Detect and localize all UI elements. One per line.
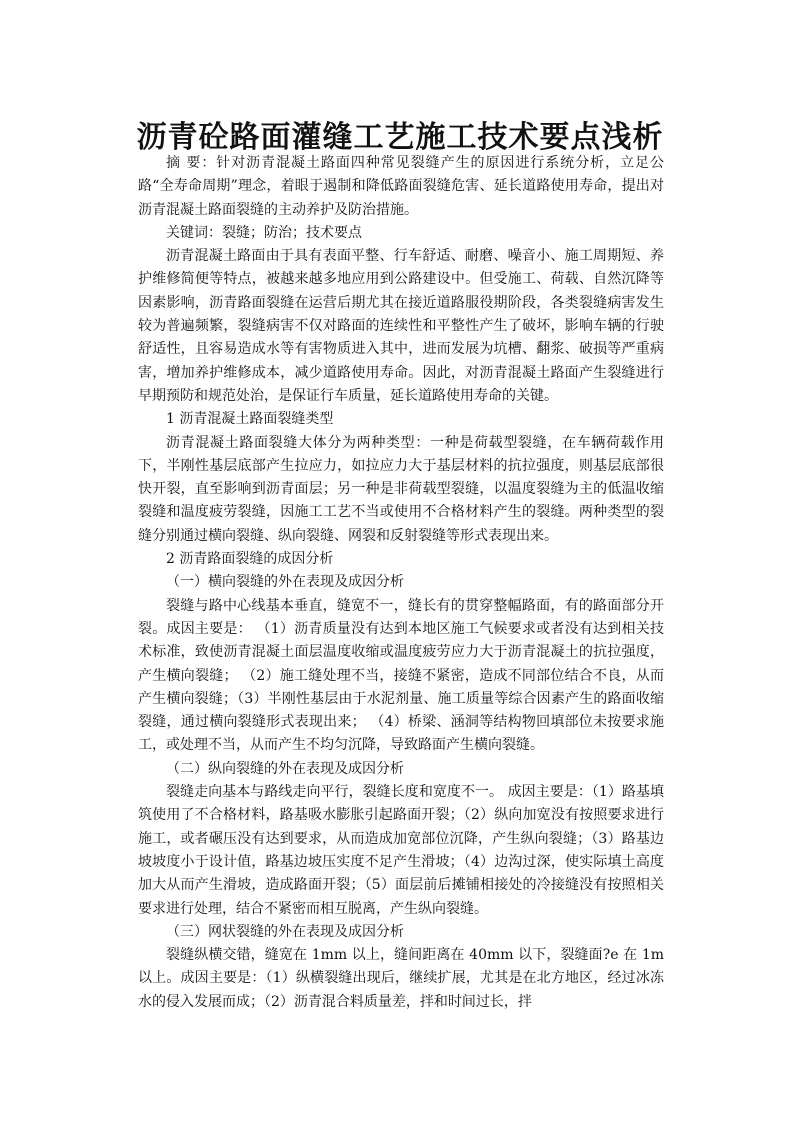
keywords-paragraph: 关键词：裂缝；防治；技术要点	[166, 224, 362, 241]
abstract-paragraph: 摘 要：针对沥青混凝土路面四种常见裂缝产生的原因进行系统分析，立足公路“全寿命周期”理念，着眼于遏制和降低路面裂缝危害、延长道路使用寿命，提出对沥青混凝土路面裂缝的主动养护及防治措施。	[138, 155, 664, 218]
subsection-heading-network: （三）网状裂缝的外在表现及成因分析	[166, 923, 404, 940]
section-1-paragraph: 沥青混凝土路面裂缝大体分为两种类型：一种是荷载型裂缝，在车辆荷载作用下，半刚性基层底部产生拉应力，如拉应力大于基层材料的抗拉强度，则基层底部很快开裂，直至影响到沥青面层；另一种是非荷载型裂缝，以温度裂缝为主的低温收缩裂缝和温度疲劳裂缝，因施工工艺不当或使用不合格材料产生的裂缝。两种类型的裂缝分别通过横向裂缝、纵向裂缝、网裂和反射裂缝等形式表现出来。	[138, 434, 664, 544]
document-body	[138, 152, 664, 1014]
longitudinal-crack-paragraph: 裂缝走向基本与路线走向平行，裂缝长度和宽度不一。 成因主要是：（1）路基填筑使用了不合格材料，路基吸水膨胀引起路面开裂；（2）纵向加宽没有按照要求进行施工，或者碾压没有达到要求，从而造成加宽部位沉降，产生纵向裂缝；（3）路基边坡坡度小于设计值，路基边坡压实度不足产生滑坡；（4）边沟过深，使实际填土高度加大从而产生滑坡，造成路面开裂；（5）面层前后摊铺相接处的冷接缝没有按照相关要求进行处理，结合不紧密而相互脱离，产生纵向裂缝。	[138, 784, 664, 917]
section-heading-1: 1 沥青混凝土路面裂缝类型	[166, 411, 334, 428]
subsection-heading-transverse: （一）横向裂缝的外在表现及成因分析	[166, 574, 404, 591]
intro-paragraph: 沥青混凝土路面由于具有表面平整、行车舒适、耐磨、噪音小、施工周期短、养护维修简便等特点，被越来越多地应用到公路建设中。但受施工、荷载、自然沉降等因素影响，沥青路面裂缝在运营后期尤其在接近道路服役期阶段，各类裂缝病害发生较为普遍频繁，裂缝病害不仅对路面的连续性和平整性产生了破坏，影响车辆的行驶舒适性，且容易造成水等有害物质进入其中，进而发展为坑槽、翻浆、破损等严重病害，增加养护维修成本，减少道路使用寿命。因此，对沥青混凝土路面产生裂缝进行早期预防和规范处治，是保证行车质量，延长道路使用寿命的关键。	[138, 248, 664, 404]
network-crack-paragraph: 裂缝纵横交错，缝宽在 1mm 以上，缝间距离在 40mm 以下，裂缝面?e 在 1m 以上。成因主要是：（1）纵横裂缝出现后，继续扩展，尤其是在北方地区，经过冰冻水的侵入发展而成；（2）沥青混合料质量差，拌和时间过长，拌	[138, 947, 664, 1010]
subsection-heading-longitudinal: （二）纵向裂缝的外在表现及成因分析	[166, 760, 404, 777]
section-heading-2: 2 沥青路面裂缝的成因分析	[166, 551, 334, 568]
document-title: 沥青砼路面灌缝工艺施工技术要点浅析	[136, 120, 664, 156]
transverse-crack-paragraph: 裂缝与路中心线基本垂直，缝宽不一，缝长有的贯穿整幅路面，有的路面部分开裂。成因主要是： （1）沥青质量没有达到本地区施工气候要求或者没有达到相关技术标准，致使沥青混凝土面层温度收缩或温度疲劳应力大于沥青混凝土的抗拉强度，产生横向裂缝； （2）施工缝处理不当，接缝不紧密，造成不同部位结合不良，从而产生横向裂缝；（3）半刚性基层由于水泥剂量、施工质量等综合因素产生的路面收缩裂缝，通过横向裂缝形式表现出来； （4）桥梁、涵洞等结构物回填部位未按要求施工，或处理不当，从而产生不均匀沉降，导致路面产生横向裂缝。	[138, 597, 664, 754]
